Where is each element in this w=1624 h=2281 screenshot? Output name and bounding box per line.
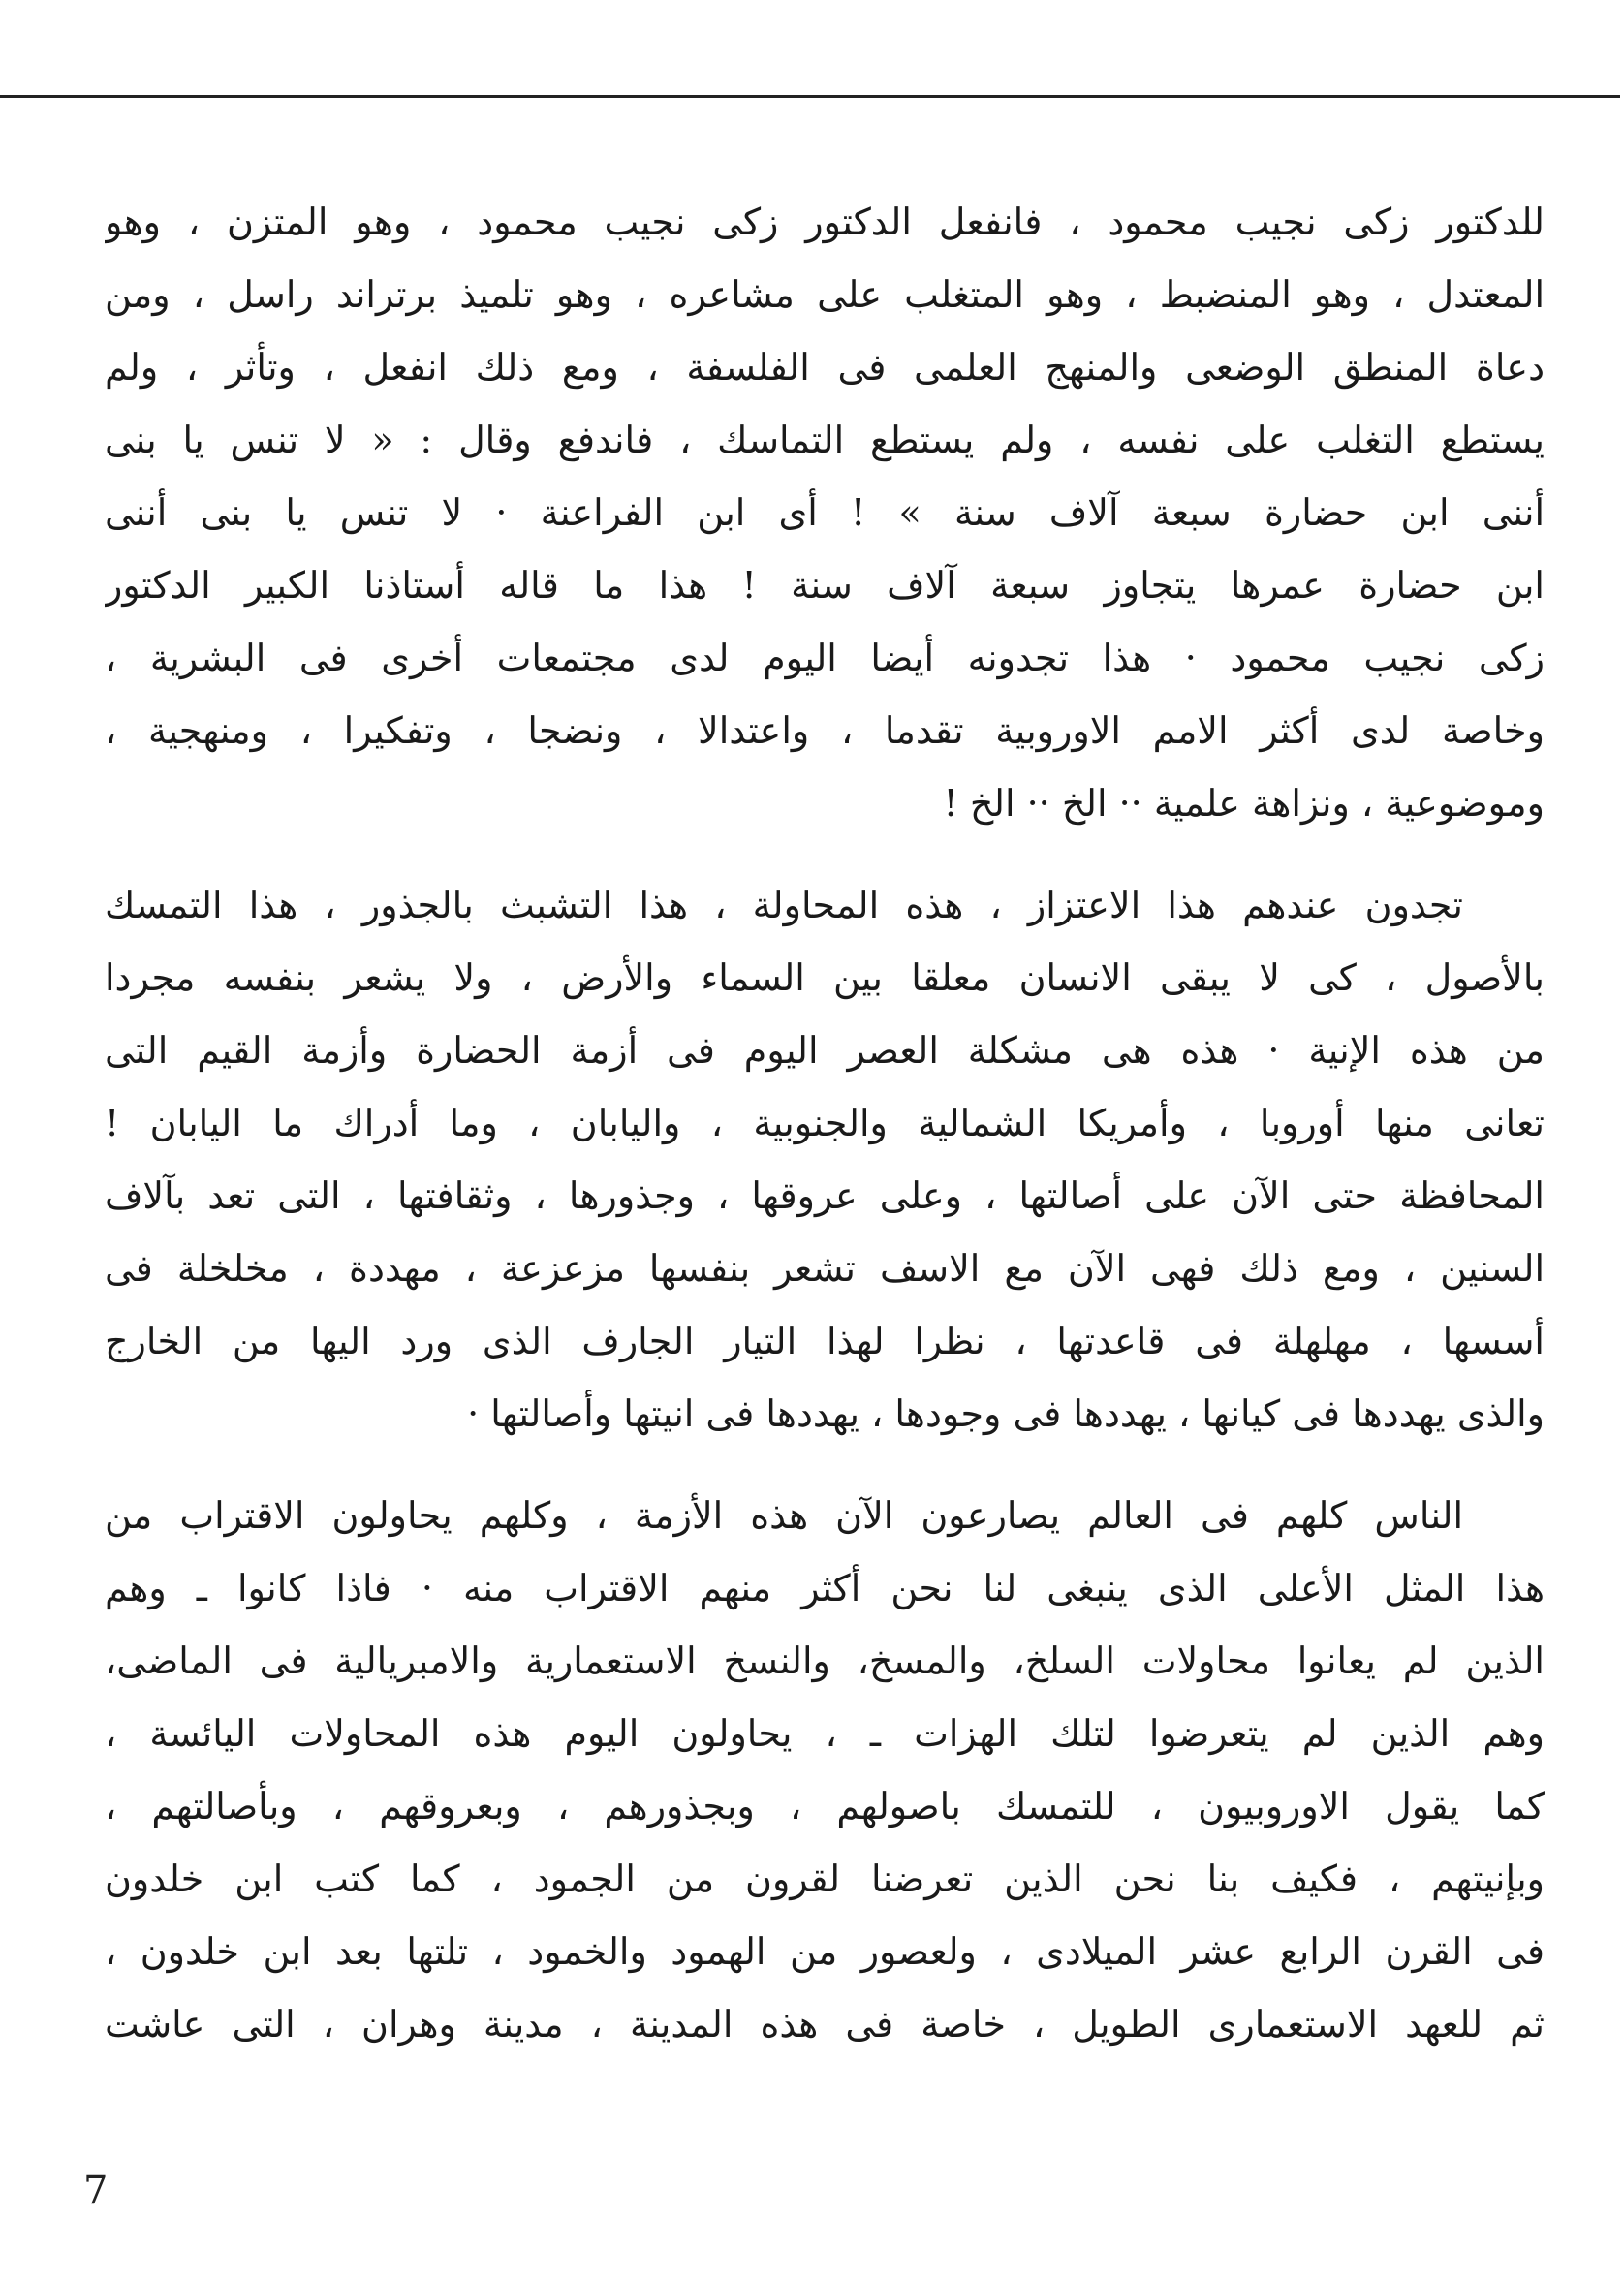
- paragraph-1: [105, 186, 1545, 840]
- text-line: المعتدل ، وهو المنضبط ، وهو المتغلب على مشاعره ، وهو تلميذ برتراند راسل ، ومن: [105, 273, 1545, 316]
- paragraph-2: [105, 869, 1545, 1451]
- text-line: وموضوعية ، ونزاهة علمية ·· الخ ·· الخ !: [943, 782, 1545, 825]
- text-line: أننى ابن حضارة سبعة آلاف سنة » ! أى ابن الفراعنة · لا تنس يا بنى أننى: [105, 491, 1545, 534]
- header-rule: [0, 95, 1620, 98]
- text-line: أسسها ، مهلهلة فى قاعدتها ، نظرا لهذا التيار الجارف الذى ورد اليها من الخارج: [105, 1320, 1545, 1362]
- text-line: للدكتور زكى نجيب محمود ، فانفعل الدكتور زكى نجيب محمود ، وهو المتزن ، وهو: [105, 201, 1545, 243]
- paragraph-3: [105, 1480, 1545, 2061]
- text-line: السنين ، ومع ذلك فهى الآن مع الاسف تشعر بنفسها مزعزعة ، مهددة ، مخلخلة فى: [105, 1247, 1545, 1290]
- text-line: وهم الذين لم يتعرضوا لتلك الهزات ـ ، يحاولون اليوم هذه المحاولات اليائسة ،: [105, 1712, 1545, 1755]
- text-line: وخاصة لدى أكثر الامم الاوروبية تقدما ، واعتدالا ، ونضجا ، وتفكيرا ، ومنهجية ،: [105, 709, 1545, 752]
- text-line: فى القرن الرابع عشر الميلادى ، ولعصور من الهمود والخمود ، تلتها بعد ابن خلدون ،: [105, 1930, 1545, 1973]
- body-text: [105, 186, 1545, 2061]
- text-line: الذين لم يعانوا محاولات السلخ، والمسخ، والنسخ الاستعمارية والامبريالية فى الماضى،: [105, 1640, 1545, 1682]
- paragraph-spacer: [105, 1451, 1545, 1480]
- text-line: ابن حضارة عمرها يتجاوز سبعة آلاف سنة ! هذا ما قاله أستاذنا الكبير الدكتور: [105, 564, 1545, 607]
- text-line: تجدون عندهم هذا الاعتزاز ، هذه المحاولة ، هذا التشبث بالجذور ، هذا التمسك: [105, 884, 1463, 926]
- text-line: من هذه الإنية · هذه هى مشكلة العصر اليوم فى أزمة الحضارة وأزمة القيم التى: [105, 1029, 1545, 1072]
- text-line: بالأصول ، كى لا يبقى الانسان معلقا بين السماء والأرض ، ولا يشعر بنفسه مجردا: [105, 956, 1545, 999]
- paragraph-spacer: [105, 840, 1545, 869]
- text-line: زكى نجيب محمود · هذا تجدونه أيضا اليوم لدى مجتمعات أخرى فى البشرية ،: [105, 637, 1545, 679]
- text-line: كما يقول الاوروبيون ، للتمسك باصولهم ، وبجذورهم ، وبعروقهم ، وبأصالتهم ،: [105, 1785, 1545, 1828]
- text-line: ثم للعهد الاستعمارى الطويل ، خاصة فى هذه المدينة ، مدينة وهران ، التى عاشت: [105, 2003, 1545, 2046]
- text-line: المحافظة حتى الآن على أصالتها ، وعلى عروقها ، وجذورها ، وثقافتها ، التى تعد بآلاف: [105, 1174, 1545, 1217]
- page-number: 7: [83, 2169, 109, 2213]
- text-line: يستطع التغلب على نفسه ، ولم يستطع التماسك ، فاندفع وقال : « لا تنس يا بنى: [105, 419, 1545, 461]
- text-line: دعاة المنطق الوضعى والمنهج العلمى فى الفلسفة ، ومع ذلك انفعل ، وتأثر ، ولم: [105, 346, 1545, 389]
- text-line: تعانى منها أوروبا ، وأمريكا الشمالية والجنوبية ، واليابان ، وما أدراك ما اليابان !: [105, 1102, 1545, 1144]
- text-line: الناس كلهم فى العالم يصارعون الآن هذه الأزمة ، وكلهم يحاولون الاقتراب من: [105, 1494, 1463, 1537]
- text-line: والذى يهددها فى كيانها ، يهددها فى وجودها ، يهددها فى انيتها وأصالتها ·: [467, 1392, 1545, 1435]
- text-line: هذا المثل الأعلى الذى ينبغى لنا نحن أكثر منهم الاقتراب منه · فاذا كانوا ـ وهم: [105, 1567, 1545, 1609]
- text-line: وبإنيتهم ، فكيف بنا نحن الذين تعرضنا لقرون من الجمود ، كما كتب ابن خلدون: [105, 1858, 1545, 1900]
